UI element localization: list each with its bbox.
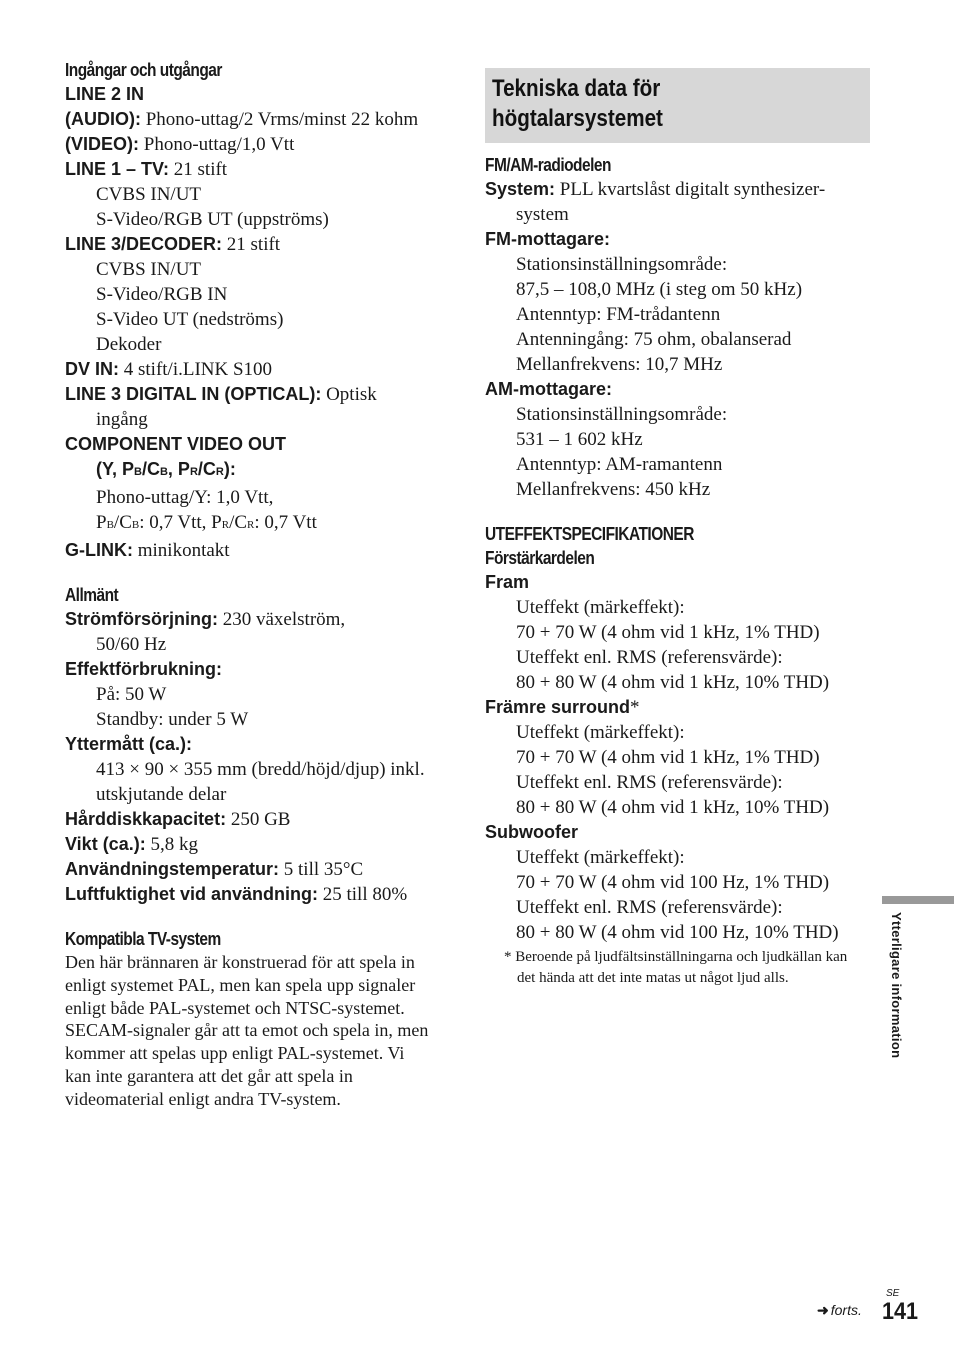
front-label: Fram [485,572,530,592]
subwoofer-line: 70 + 70 W (4 ohm vid 100 Hz, 1% THD) [516,872,830,893]
front-line: Uteffekt enl. RMS (referensvärde): [516,647,783,668]
io-heading: Ingångar och utgångar [65,60,222,80]
fm-label: FM-mottagare: [485,229,610,249]
system-row: System: PLL kvartslåst digitalt synthesizer- [485,179,826,200]
line3-sub: CVBS IN/UT [96,259,202,280]
dims-row: Yttermått (ca.): [65,734,193,754]
weight-row: Vikt (ca.): 5,8 kg [65,834,198,855]
line3-digital-row: LINE 3 DIGITAL IN (OPTICAL): Optisk [65,384,377,405]
front-line: Uteffekt (märkeffekt): [516,597,685,618]
line1-sub: S-Video/RGB UT (uppströms) [96,209,329,230]
arrow-right-icon: ➜ [817,1302,829,1318]
line1-row: LINE 1 – TV: 21 stift [65,159,228,180]
region-code: SE [886,1288,900,1299]
humidity-row: Luftfuktighet vid användning: 25 till 80% [65,884,408,905]
paragraph-line: kommer att spelas upp enligt PAL-systemet. Vi [65,1043,405,1064]
consumption-on: På: 50 W [96,684,167,705]
line3-sub: S-Video/RGB IN [96,284,228,305]
am-line: Mellanfrekvens: 450 kHz [516,479,711,500]
surround-line: Uteffekt (märkeffekt): [516,722,685,743]
paragraph-line: Den här brännaren är konstruerad för att spela in [65,952,415,972]
page-number: 141 [882,1298,919,1325]
power-row: Strömförsörjning: 230 växelström, [65,609,346,630]
surround-label: Främre surround* [485,697,640,718]
component-value: Phono-uttag/Y: 1,0 Vtt, [96,487,274,508]
surround-line: Uteffekt enl. RMS (referensvärde): [516,772,783,793]
radio-heading: FM/AM-radiodelen [485,155,611,175]
line1-sub: CVBS IN/UT [96,184,202,205]
paragraph-line: videomaterial enligt andra TV-system. [65,1088,341,1109]
subwoofer-line: Uteffekt (märkeffekt): [516,847,685,868]
dims-cont: utskjutande delar [96,784,227,805]
line3-row: LINE 3/DECODER: 21 stift [65,234,281,255]
amplifier-heading: Förstärkardelen [485,548,595,568]
front-line: 70 + 70 W (4 ohm vid 1 kHz, 1% THD) [516,622,820,643]
am-label: AM-mottagare: [485,379,613,399]
video-row: (VIDEO): Phono-uttag/1,0 Vtt [65,134,295,155]
dvin-row: DV IN: 4 stift/i.LINK S100 [65,359,273,380]
tv-system-heading: Kompatibla TV-system [65,929,221,949]
paragraph-line: enligt både PAL-systemet och NTSC-systemet. [65,997,405,1018]
component-sub-label: (Y, PB/CB, PR/CR): [96,459,236,479]
line3-digital-cont: ingång [96,409,148,430]
fm-line: Antenningång: 75 ohm, obalanserad [516,329,792,350]
continued-indicator [817,1302,862,1319]
temperature-row: Användningstemperatur: 5 till 35°C [65,859,364,880]
side-label-text: Ytterligare information [889,912,904,1059]
glink-row: G-LINK: minikontakt [65,540,230,561]
component-value: PB/CB: 0,7 Vtt, PR/CR: 0,7 Vtt [96,512,317,533]
am-line: 531 – 1 602 kHz [516,429,643,450]
dims-value: 413 × 90 × 355 mm (bredd/höjd/djup) inkl. [96,759,425,780]
front-line: 80 + 80 W (4 ohm vid 1 kHz, 10% THD) [516,672,830,693]
output-heading: UTEFFEKTSPECIFIKATIONER [485,524,694,544]
line2in-label: LINE 2 IN [65,84,145,104]
banner-title-line: Tekniska data för [492,75,661,102]
continued-text: forts. [830,1302,862,1318]
line3-sub: Dekoder [96,334,162,355]
fm-line: Stationsinställningsområde: [516,254,728,275]
footnote: * Beroende på ljudfältsinställningarna och ljudkällan kan det hända att det inte matas ut något ljud alls. [504,949,848,986]
subwoofer-label: Subwoofer [485,822,578,842]
paragraph-line: SECAM-signaler går att ta emot och spela in, men [65,1020,429,1041]
tv-system-paragraph [65,951,460,1111]
left-column [65,58,460,1111]
surround-line: 70 + 70 W (4 ohm vid 1 kHz, 1% THD) [516,747,820,768]
consumption-standby: Standby: under 5 W [96,709,249,730]
paragraph-line: enligt systemet PAL, men kan spela upp signaler [65,974,416,995]
fm-line: Mellanfrekvens: 10,7 MHz [516,354,723,375]
right-column [485,68,870,988]
subwoofer-line: Uteffekt enl. RMS (referensvärde): [516,897,783,918]
am-line: Stationsinställningsområde: [516,404,728,425]
section-tab-marker [882,896,954,904]
consumption-row: Effektförbrukning: [65,659,222,679]
fm-line: Antenntyp: FM-trådantenn [516,304,721,325]
am-line: Antenntyp: AM-ramantenn [516,454,723,475]
subwoofer-line: 80 + 80 W (4 ohm vid 100 Hz, 10% THD) [516,922,839,943]
surround-line: 80 + 80 W (4 ohm vid 1 kHz, 10% THD) [516,797,830,818]
banner-title-line: högtalarsystemet [492,105,663,132]
hdd-row: Hårddiskkapacitet: 250 GB [65,809,291,830]
general-heading: Allmänt [65,585,119,605]
paragraph-line: kan inte garantera att det går att spela in [65,1065,353,1086]
section-banner [485,68,870,143]
system-cont: system [516,204,569,225]
audio-row: (AUDIO): Phono-uttag/2 Vrms/minst 22 kohm [65,109,419,130]
side-section-label [886,912,906,1082]
line3-sub: S-Video UT (nedströms) [96,309,284,330]
component-label: COMPONENT VIDEO OUT [65,434,287,454]
power-cont: 50/60 Hz [96,634,167,655]
fm-line: 87,5 – 108,0 MHz (i steg om 50 kHz) [516,279,803,300]
